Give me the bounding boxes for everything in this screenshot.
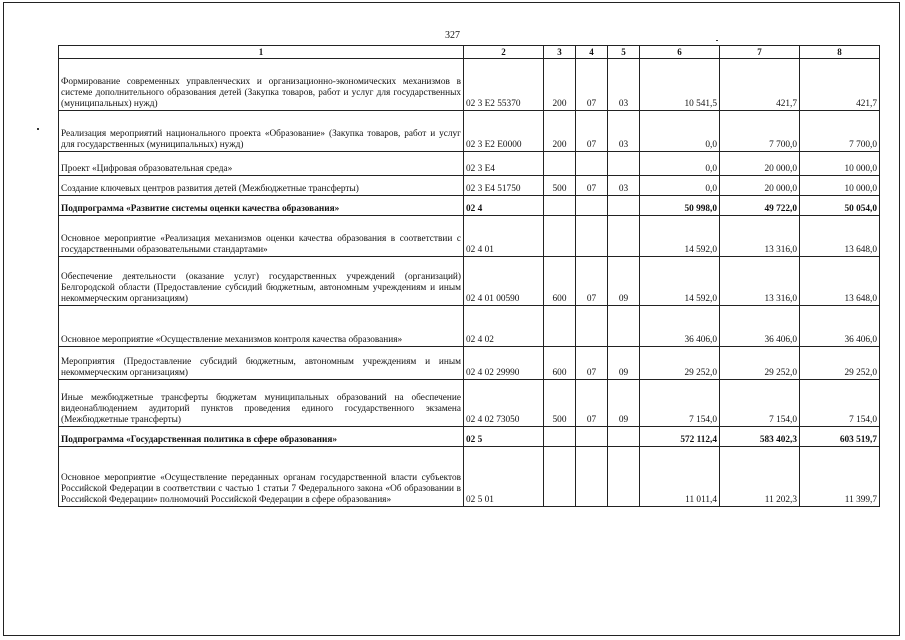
row-amount-col8: 36 406,0: [800, 306, 880, 347]
budget-table: [58, 45, 880, 507]
row-amount-col7: 583 402,3: [720, 427, 800, 447]
row-name: Подпрограмма «Государственная политика в сфере образования»: [59, 427, 464, 447]
table-body: [59, 59, 880, 507]
table-row: [59, 306, 880, 347]
row-subsection: 09: [608, 380, 640, 427]
row-amount-col8: 11 399,7: [800, 447, 880, 507]
column-header-1: 1: [59, 46, 464, 59]
row-section: [576, 216, 608, 257]
row-name: Основное мероприятие «Осуществление механизмов контроля качества образования»: [59, 306, 464, 347]
row-code: 02 4 02 73050: [464, 380, 544, 427]
table-row: [59, 347, 880, 380]
row-amount-col8: 7 154,0: [800, 380, 880, 427]
row-amount-col7: 13 316,0: [720, 216, 800, 257]
table-row: [59, 427, 880, 447]
scan-speck: [716, 40, 718, 41]
row-code: 02 3 E4 51750: [464, 176, 544, 196]
row-amount-col6: 36 406,0: [640, 306, 720, 347]
row-amount-col8: 13 648,0: [800, 257, 880, 306]
row-name: Основное мероприятие «Осуществление переданных органам государственной власти субъектов Российской Федерации в соответствии с частью 1 статьи 7 Федерального закона «Об образовании в Российской Федерации» полномочий Российской Федерации в сфере образования»: [59, 447, 464, 507]
row-code: 02 3 E2 E0000: [464, 111, 544, 152]
column-header-5: 5: [608, 46, 640, 59]
row-section: 07: [576, 111, 608, 152]
row-amount-col6: 14 592,0: [640, 216, 720, 257]
row-expense-type: [544, 447, 576, 507]
row-amount-col6: 0,0: [640, 111, 720, 152]
column-header-8: 8: [800, 46, 880, 59]
row-amount-col6: 11 011,4: [640, 447, 720, 507]
row-amount-col6: 0,0: [640, 176, 720, 196]
row-amount-col6: 50 998,0: [640, 196, 720, 216]
row-section: [576, 427, 608, 447]
row-name: Проект «Цифровая образовательная среда»: [59, 152, 464, 176]
row-amount-col8: 10 000,0: [800, 152, 880, 176]
row-code: 02 5 01: [464, 447, 544, 507]
row-subsection: 09: [608, 257, 640, 306]
row-section: [576, 447, 608, 507]
row-name: Основное мероприятие «Реализация механизмов оценки качества образования в соответствии с государственными образовательными стандартами»: [59, 216, 464, 257]
row-subsection: 03: [608, 111, 640, 152]
row-name: Обеспечение деятельности (оказание услуг) государственных учреждений (организаций) Белгородской области (Предоставление субсидий бюджетным, автономным учреждениям и иным некоммерческим организациям): [59, 257, 464, 306]
row-expense-type: 600: [544, 347, 576, 380]
row-code: 02 3 E2 55370: [464, 59, 544, 111]
row-amount-col7: 20 000,0: [720, 176, 800, 196]
row-amount-col6: 29 252,0: [640, 347, 720, 380]
row-code: 02 3 E4: [464, 152, 544, 176]
header-row: [59, 46, 880, 59]
table-row: [59, 59, 880, 111]
row-amount-col8: 7 700,0: [800, 111, 880, 152]
row-code: 02 5: [464, 427, 544, 447]
row-code: 02 4 02 29990: [464, 347, 544, 380]
row-amount-col6: 14 592,0: [640, 257, 720, 306]
row-amount-col8: 50 054,0: [800, 196, 880, 216]
row-subsection: 03: [608, 59, 640, 111]
row-amount-col7: 36 406,0: [720, 306, 800, 347]
row-expense-type: [544, 216, 576, 257]
table-row: [59, 176, 880, 196]
row-subsection: [608, 152, 640, 176]
row-subsection: [608, 306, 640, 347]
row-section: 07: [576, 380, 608, 427]
row-name: Формирование современных управленческих и организационно-экономических механизмов в системе дополнительного образования детей (Закупка товаров, работ и услуг для государственных (муниципальных) нужд): [59, 59, 464, 111]
row-amount-col7: 13 316,0: [720, 257, 800, 306]
row-amount-col7: 11 202,3: [720, 447, 800, 507]
row-section: [576, 196, 608, 216]
row-name: Создание ключевых центров развития детей (Межбюджетные трансферты): [59, 176, 464, 196]
row-subsection: [608, 447, 640, 507]
table-row: [59, 257, 880, 306]
row-name: Подпрограмма «Развитие системы оценки качества образования»: [59, 196, 464, 216]
row-amount-col8: 603 519,7: [800, 427, 880, 447]
row-amount-col6: 7 154,0: [640, 380, 720, 427]
row-section: [576, 306, 608, 347]
row-subsection: 09: [608, 347, 640, 380]
row-expense-type: 200: [544, 111, 576, 152]
row-amount-col8: 29 252,0: [800, 347, 880, 380]
row-code: 02 4 01 00590: [464, 257, 544, 306]
row-section: [576, 152, 608, 176]
row-amount-col8: 13 648,0: [800, 216, 880, 257]
row-amount-col7: 421,7: [720, 59, 800, 111]
row-subsection: [608, 427, 640, 447]
row-expense-type: [544, 152, 576, 176]
row-subsection: [608, 216, 640, 257]
column-header-4: 4: [576, 46, 608, 59]
column-header-7: 7: [720, 46, 800, 59]
row-amount-col7: 7 154,0: [720, 380, 800, 427]
column-header-3: 3: [544, 46, 576, 59]
row-name: Иные межбюджетные трансферты бюджетам муниципальных образований на обеспечение видеонаблюдением аудиторий пунктов проведения единого государственного экзамена (Межбюджетные трансферты): [59, 380, 464, 427]
table-row: [59, 111, 880, 152]
row-expense-type: 600: [544, 257, 576, 306]
row-code: 02 4 02: [464, 306, 544, 347]
row-expense-type: [544, 427, 576, 447]
row-amount-col6: 10 541,5: [640, 59, 720, 111]
row-section: 07: [576, 257, 608, 306]
table-row: [59, 447, 880, 507]
row-subsection: 03: [608, 176, 640, 196]
row-expense-type: 500: [544, 176, 576, 196]
row-amount-col8: 10 000,0: [800, 176, 880, 196]
row-section: 07: [576, 176, 608, 196]
row-expense-type: 200: [544, 59, 576, 111]
column-header-2: 2: [464, 46, 544, 59]
row-name: Реализация мероприятий национального проекта «Образование» (Закупка товаров, работ и услуг для государственных (муниципальных) нужд): [59, 111, 464, 152]
row-amount-col8: 421,7: [800, 59, 880, 111]
scan-speck: [37, 128, 39, 130]
row-name: Мероприятия (Предоставление субсидий бюджетным, автономным учреждениям и иным некоммерческим организациям): [59, 347, 464, 380]
table-row: [59, 216, 880, 257]
row-amount-col6: 0,0: [640, 152, 720, 176]
row-code: 02 4: [464, 196, 544, 216]
row-amount-col7: 29 252,0: [720, 347, 800, 380]
row-expense-type: [544, 306, 576, 347]
table-row: [59, 196, 880, 216]
table-row: [59, 152, 880, 176]
row-amount-col7: 7 700,0: [720, 111, 800, 152]
row-code: 02 4 01: [464, 216, 544, 257]
row-section: 07: [576, 59, 608, 111]
row-amount-col6: 572 112,4: [640, 427, 720, 447]
table-row: [59, 380, 880, 427]
column-header-6: 6: [640, 46, 720, 59]
row-section: 07: [576, 347, 608, 380]
row-expense-type: [544, 196, 576, 216]
row-amount-col7: 49 722,0: [720, 196, 800, 216]
row-amount-col7: 20 000,0: [720, 152, 800, 176]
page-number: 327: [445, 30, 460, 41]
row-expense-type: 500: [544, 380, 576, 427]
row-subsection: [608, 196, 640, 216]
